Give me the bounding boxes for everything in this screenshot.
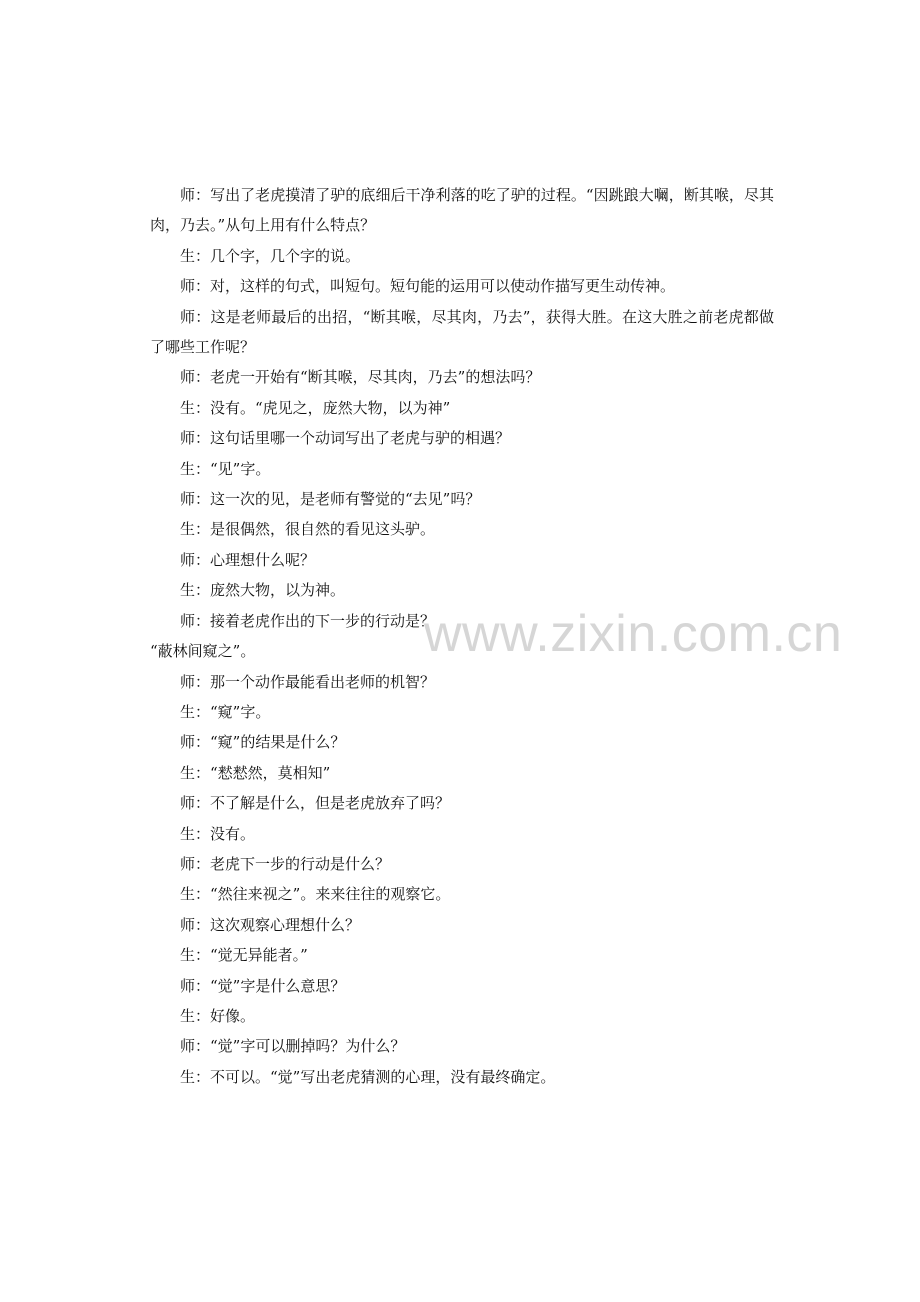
paragraph: 师：对，这样的句式，叫短句。短句能的运用可以使动作描写更生动传神。 xyxy=(180,277,676,296)
paragraph: 生：几个字，几个字的说。 xyxy=(180,246,361,265)
paragraph: 师：这次观察心理想什么？ xyxy=(180,915,361,934)
paragraph: 生：庞然大物，以为神。 xyxy=(180,581,346,600)
paragraph: 师：心理想什么呢？ xyxy=(180,550,316,569)
paragraph: 生：是很偶然，很自然的看见这头驴。 xyxy=(180,520,436,539)
paragraph: 师：“觉”字可以删掉吗？为什么？ xyxy=(180,1037,406,1056)
paragraph: 师：“窥”的结果是什么？ xyxy=(180,733,346,752)
paragraph: 生：“觉无异能者。” xyxy=(180,946,308,965)
paragraph: 师：这是老师最后的出招，“断其喉，尽其肉，乃去”，获得大胜。在这大胜之前老虎都做了哪些工作呢？ xyxy=(150,307,774,357)
paragraph: 师：那一个动作最能看出老师的机智？ xyxy=(180,672,436,691)
paragraph: 师：写出了老虎摸清了驴的底细后干净利落的吃了驴的过程。“因跳踉大㘎，断其喉，尽其肉，乃去。”从句上用有什么特点？ xyxy=(150,186,774,235)
paragraph: 生：“见”字。 xyxy=(180,459,271,478)
paragraph: 生：好像。 xyxy=(180,1006,256,1025)
paragraph: 师：不了解是什么，但是老虎放弃了吗？ xyxy=(180,794,451,813)
paragraph: 师：“觉”字是什么意思？ xyxy=(180,976,346,995)
document-body xyxy=(150,180,774,1092)
paragraph: 师：接着老虎作出的下一步的行动是？ xyxy=(180,611,436,630)
paragraph: 师：这一次的见，是老师有警觉的“去见”吗？ xyxy=(180,490,481,509)
paragraph: 生：没有。 xyxy=(180,824,256,843)
paragraph: 生：“慭慭然，莫相知” xyxy=(180,763,331,782)
paragraph: 师：这句话里哪一个动词写出了老虎与驴的相遇？ xyxy=(180,429,511,448)
paragraph: 生：没有。“虎见之，庞然大物，以为神” xyxy=(180,398,451,417)
paragraph: “蔽林间窥之”。 xyxy=(150,642,256,661)
paragraph: 生：“窥”字。 xyxy=(180,702,271,721)
paragraph: 师：老虎一开始有“断其喉，尽其肉，乃去”的想法吗？ xyxy=(180,368,541,387)
paragraph: 师：老虎下一步的行动是什么？ xyxy=(180,854,391,873)
paragraph: 生：“然往来视之”。来来往往的观察它。 xyxy=(180,885,451,904)
paragraph: 生：不可以。“觉”写出老虎猜测的心理，没有最终确定。 xyxy=(180,1067,556,1086)
watermark: www.zixin.com.cn xyxy=(424,605,843,663)
